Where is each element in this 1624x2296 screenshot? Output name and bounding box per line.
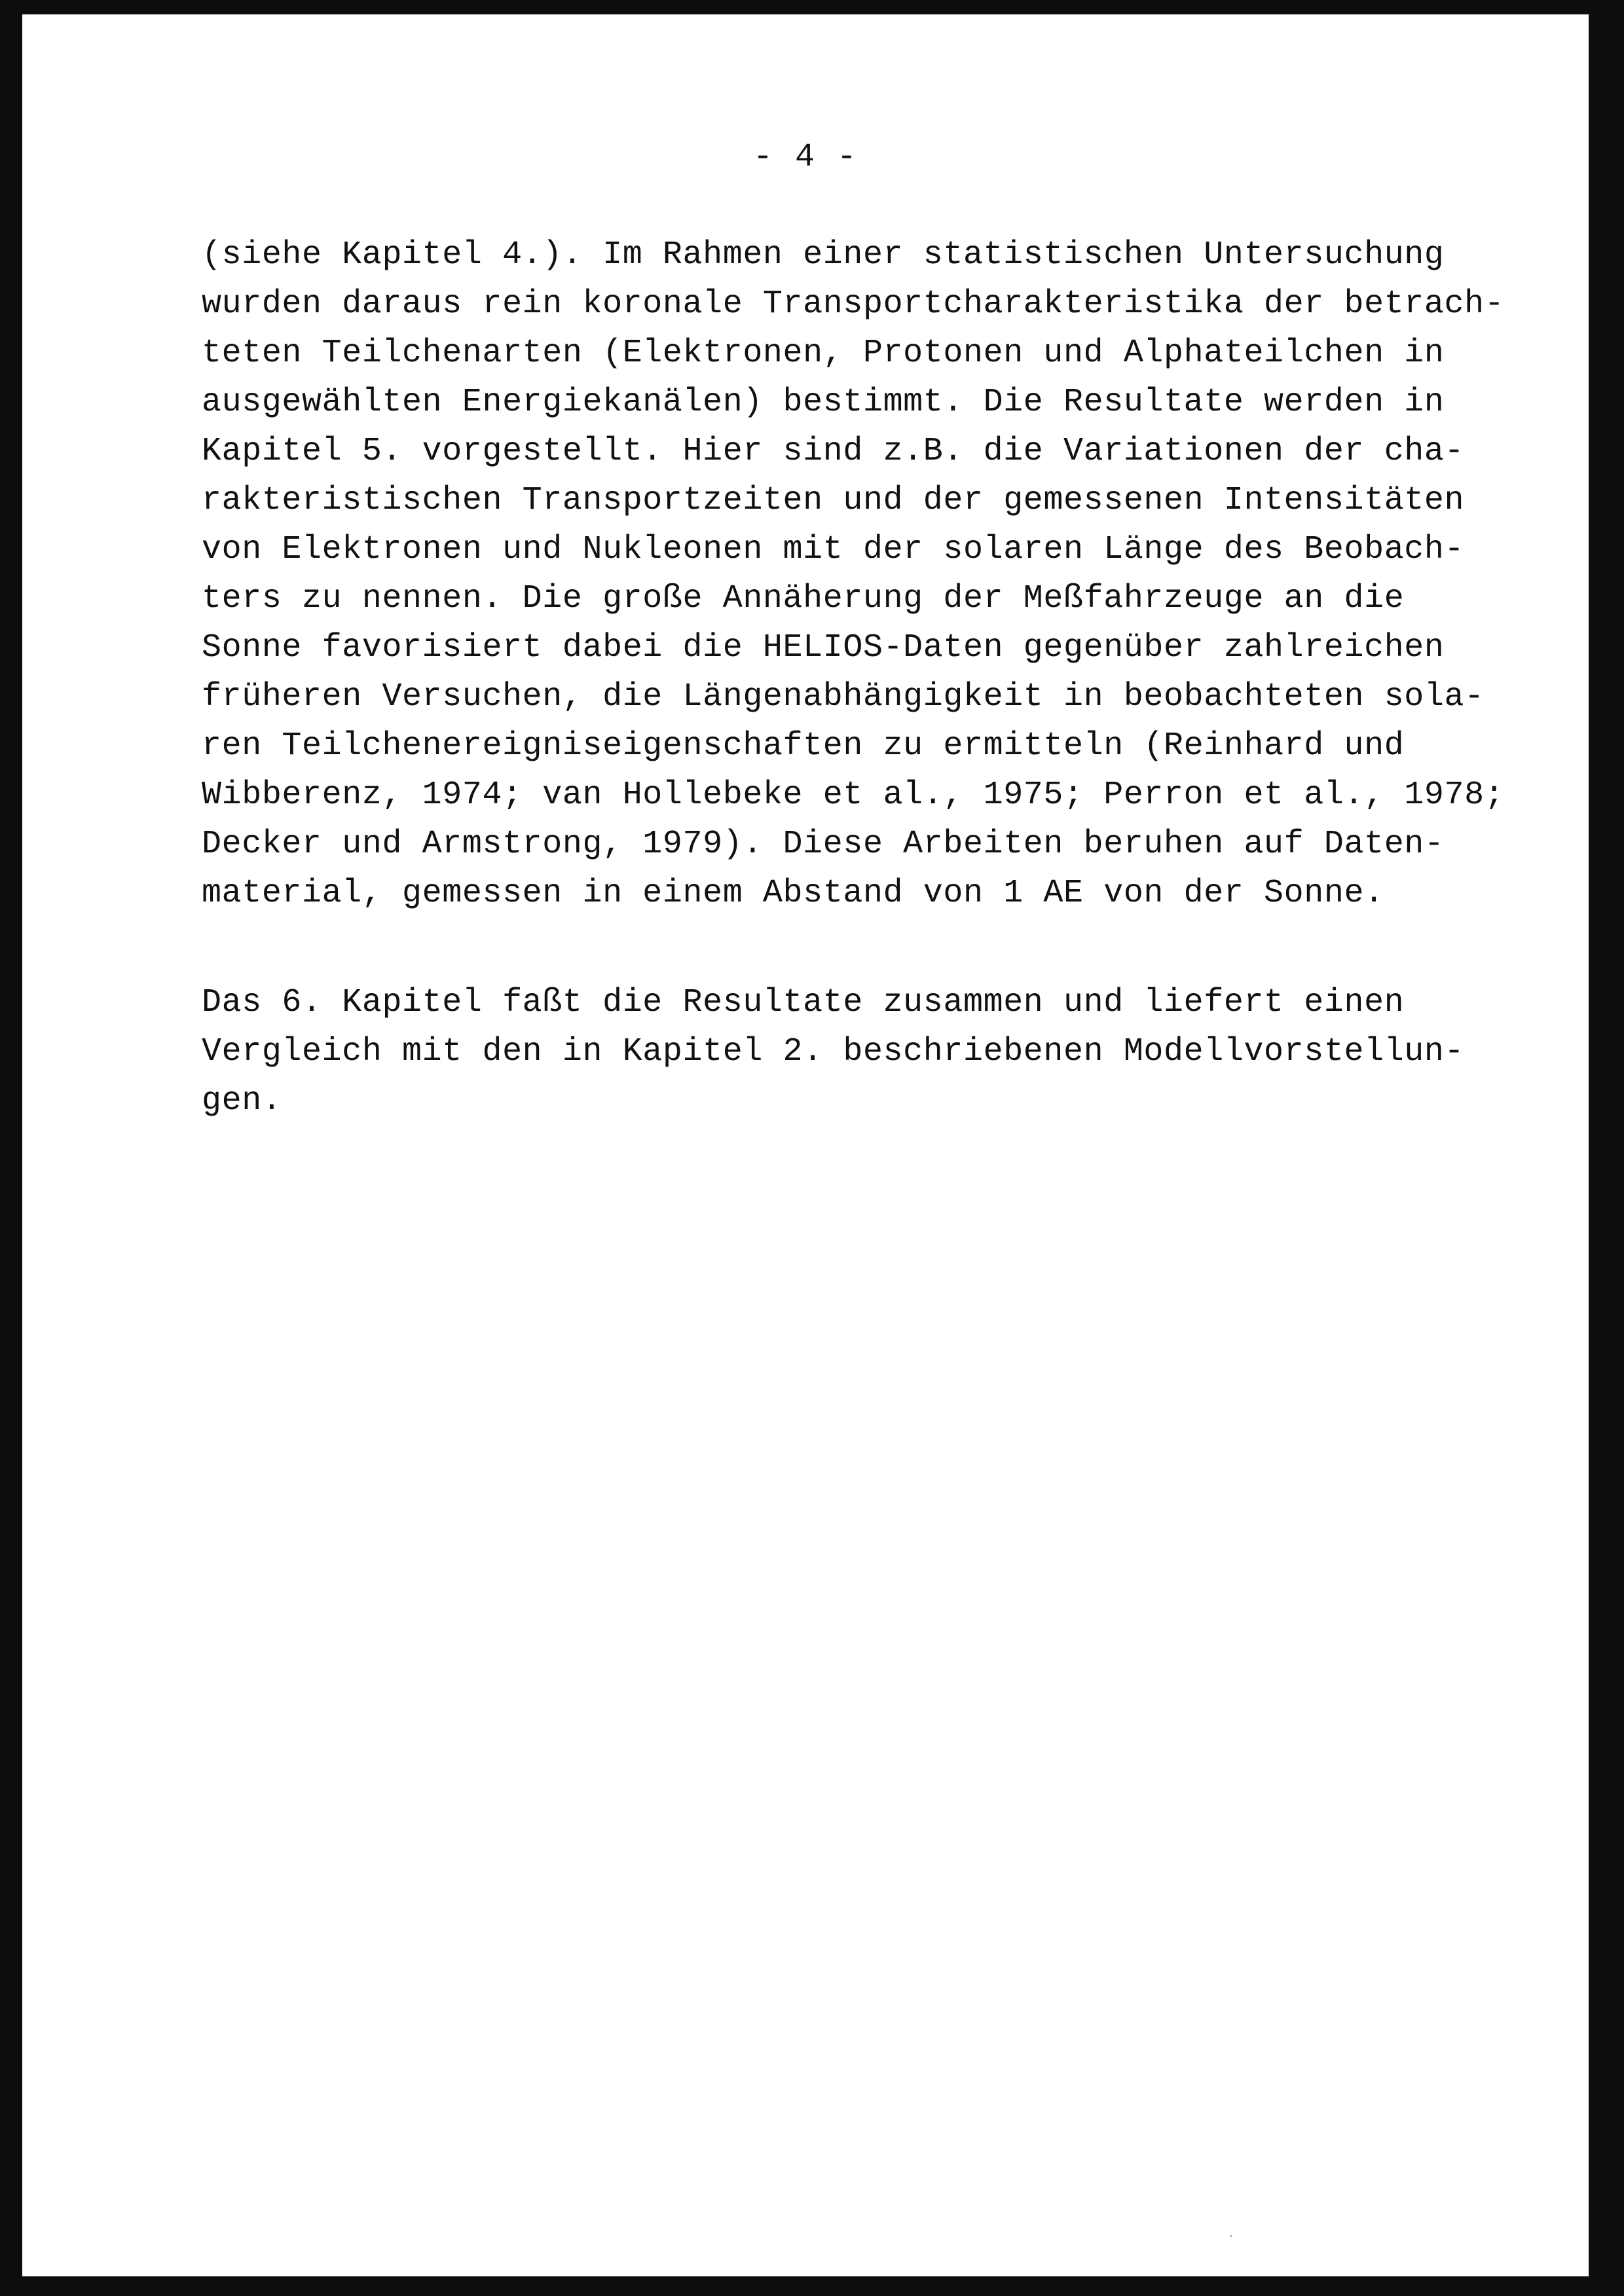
text-line: ren Teilchenereigniseigenschaften zu ermitteln (Reinhard und <box>202 727 1405 765</box>
text-line: (siehe Kapitel 4.). Im Rahmen einer statistischen Untersuchung <box>202 236 1445 274</box>
text-line: wurden daraus rein koronale Transportcharakteristika der betrach- <box>202 285 1505 323</box>
scan-speck <box>1230 2235 1232 2237</box>
paragraph-1 <box>202 230 1577 918</box>
text-line: Kapitel 5. vorgestellt. Hier sind z.B. die Variationen der cha- <box>202 433 1465 470</box>
text-line: von Elektronen und Nukleonen mit der solaren Länge des Beobach- <box>202 531 1465 568</box>
text-line: Decker und Armstrong, 1979). Diese Arbeiten beruhen auf Daten- <box>202 826 1445 863</box>
page-number: - 4 - <box>752 139 858 176</box>
text-line: ters zu nennen. Die große Annäherung der Meßfahrzeuge an die <box>202 580 1405 617</box>
text-line: teten Teilchenarten (Elektronen, Protonen und Alphateilchen in <box>202 335 1445 372</box>
text-line: ausgewählten Energiekanälen) bestimmt. Die Resultate werden in <box>202 384 1445 421</box>
paragraph-2 <box>202 978 1577 1125</box>
text-line: Vergleich mit den in Kapitel 2. beschriebenen Modellvorstellun- <box>202 1033 1465 1070</box>
text-line: Wibberenz, 1974; van Hollebeke et al., 1975; Perron et al., 1978; <box>202 776 1505 814</box>
text-line: rakteristischen Transportzeiten und der gemessenen Intensitäten <box>202 482 1465 519</box>
document-page <box>22 14 1589 2276</box>
text-line: Sonne favorisiert dabei die HELIOS-Daten gegenüber zahlreichen <box>202 629 1445 666</box>
text-line: material, gemessen in einem Abstand von 1 AE von der Sonne. <box>202 875 1384 912</box>
text-line: gen. <box>202 1082 282 1120</box>
text-line: Das 6. Kapitel faßt die Resultate zusammen und liefert einen <box>202 984 1405 1021</box>
text-line: früheren Versuchen, die Längenabhängigkeit in beobachteten sola- <box>202 678 1485 716</box>
